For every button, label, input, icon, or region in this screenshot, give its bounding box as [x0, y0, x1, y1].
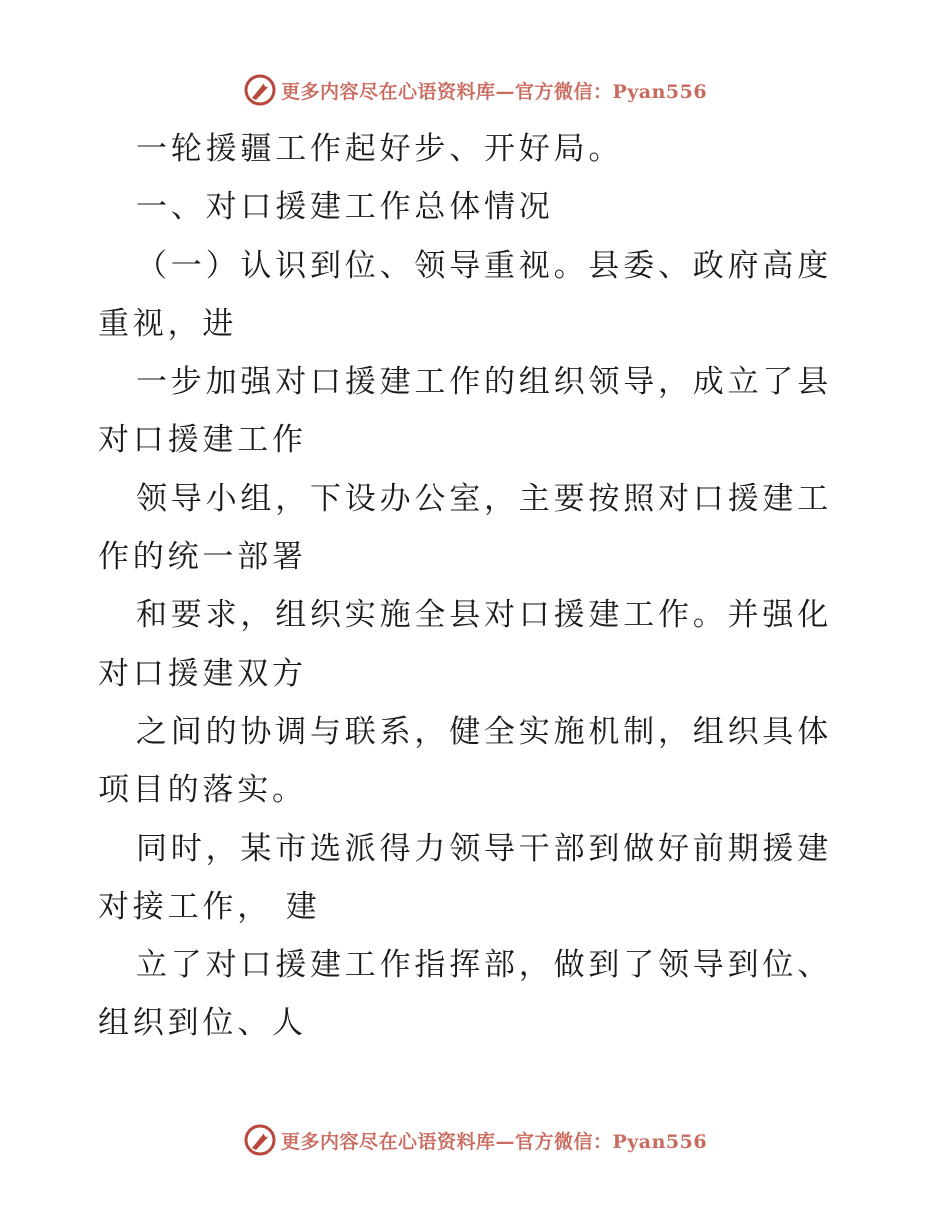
footer-watermark [0, 1120, 950, 1160]
section-heading: 一、对口援建工作总体情况 [136, 189, 554, 226]
paragraph: 一轮援疆工作起好步、开好局。 [136, 131, 624, 167]
footer-watermark-text: 更多内容尽在心语资料库—官方微信：Pyan556 [280, 1130, 708, 1153]
paragraph: 之间的协调与联系，健全实施机制，组织具体项目的落实。 [98, 713, 832, 809]
paragraph: 一步加强对口援建工作的组织领导，成立了县对口援建工作 [98, 364, 832, 459]
paragraph: 立了对口援建工作指挥部，做到了领导到位、组织到位、人 [98, 947, 832, 1042]
document-body [98, 120, 858, 1053]
header-watermark-text: 更多内容尽在心语资料库—官方微信：Pyan556 [280, 80, 708, 103]
pen-logo-icon [243, 73, 277, 107]
paragraph: 同时，某市选派得力领导干部到做好前期援建对接工作， 建 [98, 830, 832, 925]
pen-logo-icon [243, 1123, 277, 1157]
header-watermark [0, 70, 950, 110]
paragraph: 领导小组，下设办公室，主要按照对口援建工作的统一部署 [98, 480, 832, 576]
paragraph: 和要求，组织实施全县对口援建工作。并强化对口援建双方 [98, 597, 832, 692]
paragraph: （一）认识到位、领导重视。县委、政府高度重视，进 [98, 247, 832, 342]
